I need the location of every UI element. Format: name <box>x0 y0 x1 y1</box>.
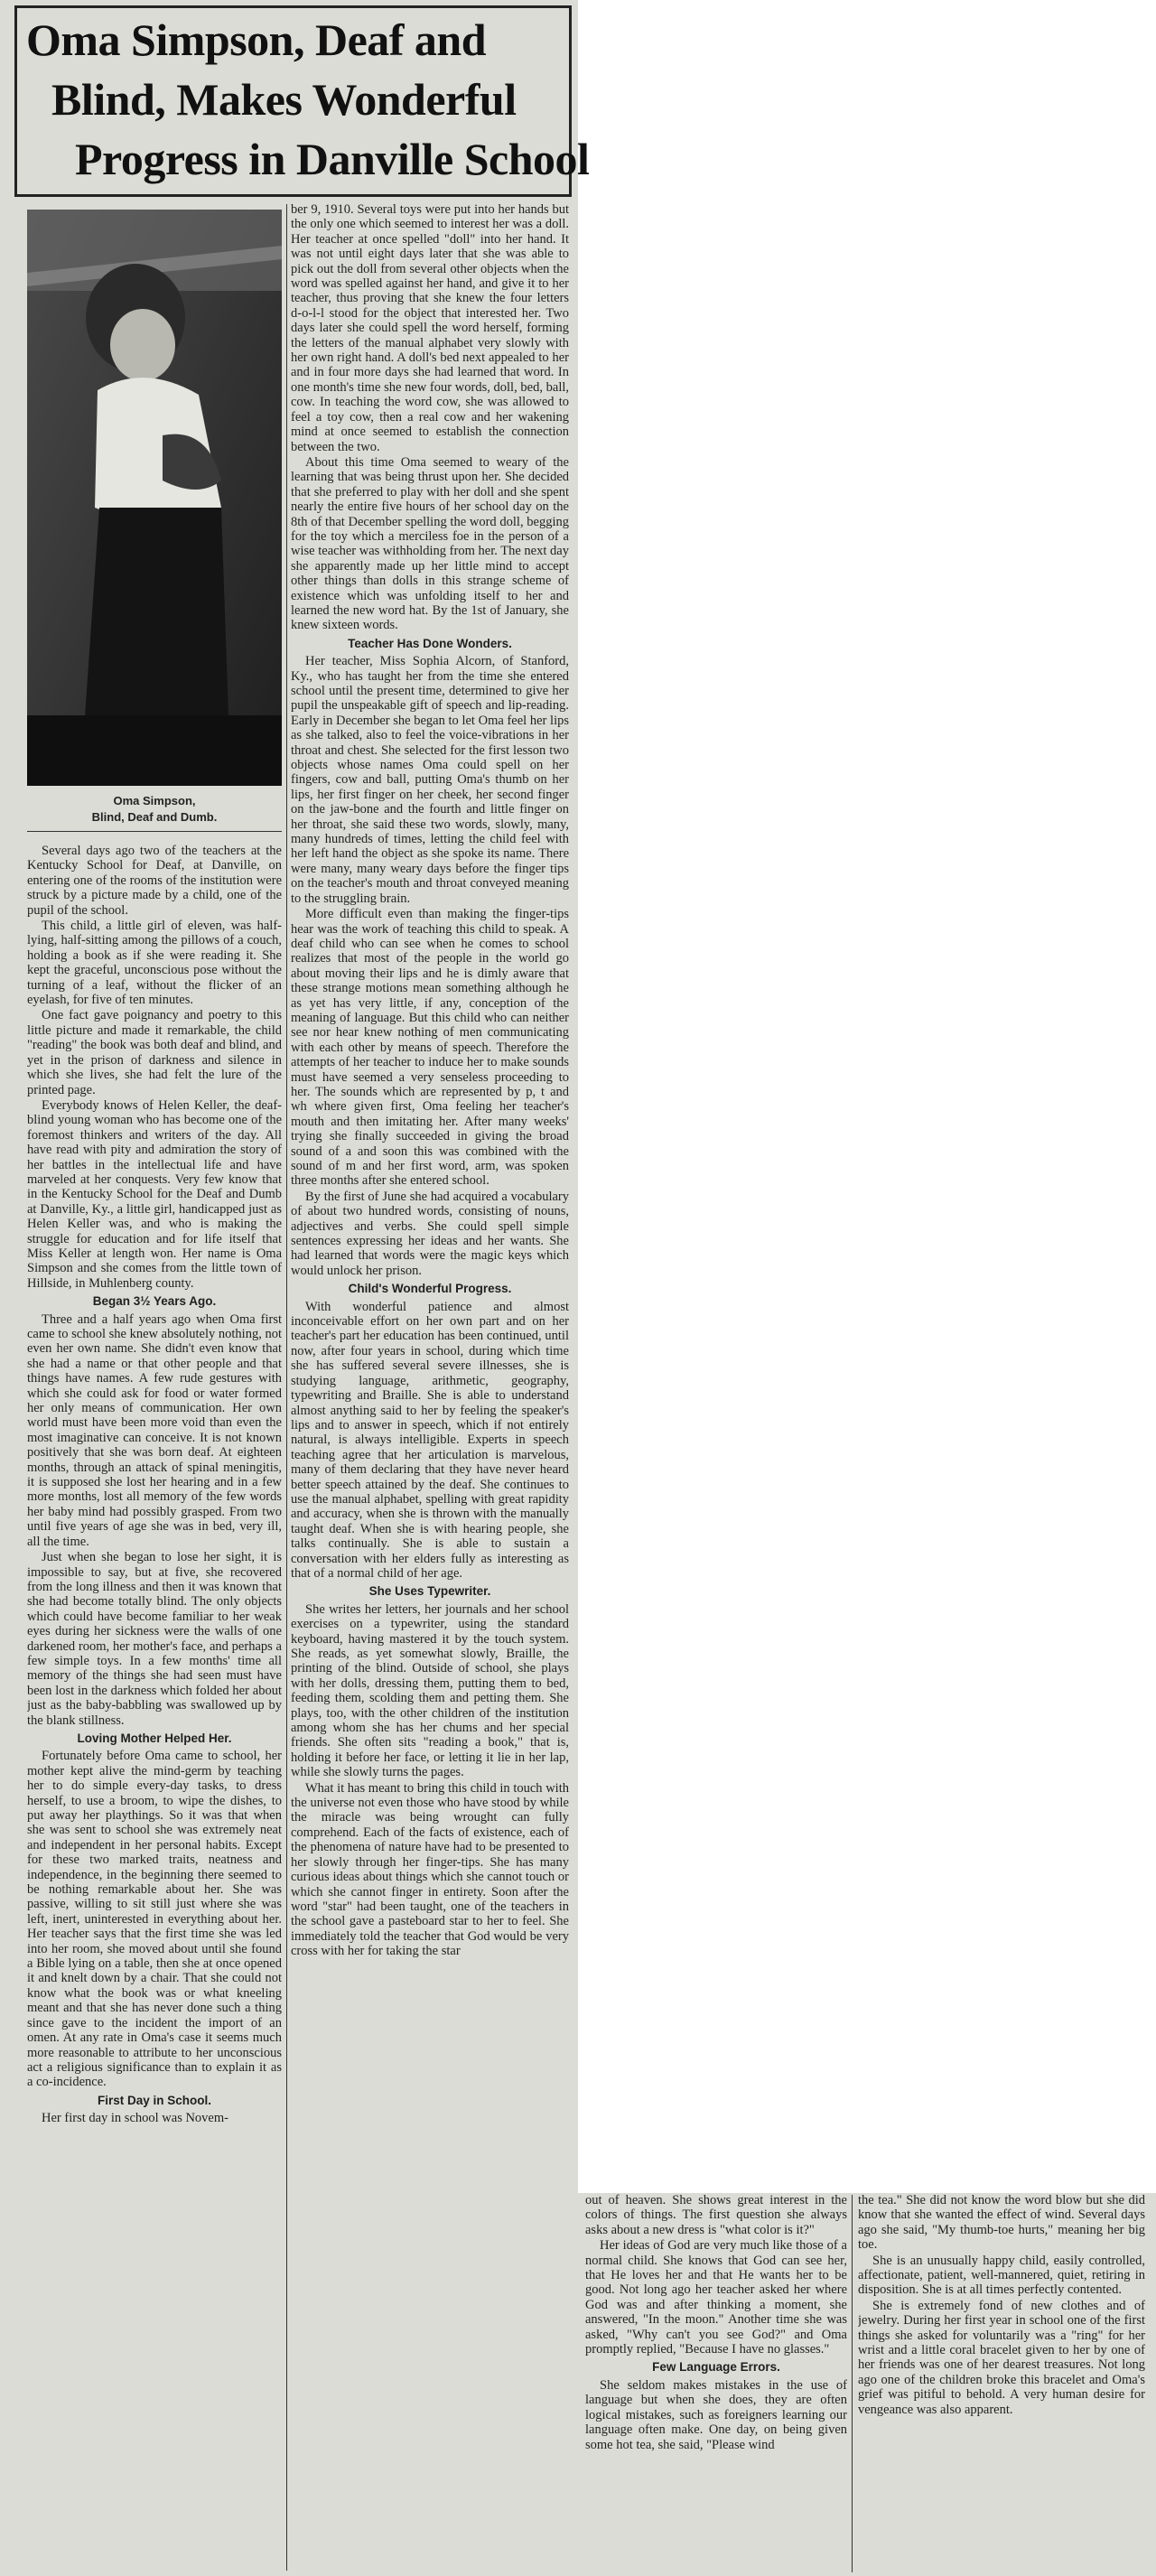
paragraph: About this time Oma seemed to weary of the learning that was being thrust upon her. She decided that she preferred to play with her doll and she spent nearly the entire five hours of her school day on the 8th of that December spelling the word doll, begging for the toy which a merciless foe in the person of a wise teacher was withholding from her. The next day she apparently made up her little mind to accept other things than dolls in this strange scheme of existence which was unfolding itself to her and learned the new word hat. By the 1st of January, she knew sixteen words. <box>291 454 569 633</box>
headline-line-2: Blind, Makes Wonderful <box>51 74 517 125</box>
article-column-4 <box>858 2193 1145 2572</box>
paragraph: the tea." She did not know the word blow but she did know that she wanted the effect of wind. Several days ago she said, "My thumb-toe hurts," meaning her big toe. <box>858 2193 1145 2253</box>
photo-caption-name: Oma Simpson, <box>113 794 196 807</box>
paragraph: This child, a little girl of eleven, was half-lying, half-sitting among the pillows of a couch, holding a book as if she were reading it. She kept the graceful, unconscious pose without the turning of a leaf, without the flicker of an eyelash, for five of ten minutes. <box>27 919 282 1008</box>
paragraph: Just when she began to lose her sight, it is impossible to say, but at five, she recovered from the long illness and then it was known that she had become totally blind. The only objects which could have become familiar to her weak eyes during her sickness were the walls of one darkened room, her mother's face, and perhaps a few simple toys. In a few months' time all memory of the things she had seen must have been lost in the darkness which folded her about just as the baby-babbling was swallowed up by the blank stillness. <box>27 1550 282 1728</box>
subheading: She Uses Typewriter. <box>368 1584 491 1599</box>
paragraph: out of heaven. She shows great interest in the colors of things. The first question she always asks about a new dress is "what color is it?" <box>585 2193 847 2237</box>
paragraph: Her teacher, Miss Sophia Alcorn, of Stanford, Ky., who has taught her from the time she entered school until the present time, determined to give her pupil the unspeakable gift of speech and lip-reading. Early in December she began to let Oma feel her lips as she talked, also to feel the voice-vibrations in her throat and chest. She selected for the first lesson two objects whose names Oma could spell on her fingers, cow and ball, putting Oma's thumb on her lips, her first finger on her cheek, her second finger on the jaw-bone and the fourth and little finger on her throat, she said these two words, slowly, many, many hundreds of times, letting the child feel with her left hand the object as she spoke its name. There were many, many weary days before the finger tips on the teacher's mouth and throat conveyed meaning to the struggling brain. <box>291 654 569 906</box>
column-divider <box>286 204 287 2571</box>
portrait-photo-image <box>27 210 282 786</box>
paragraph: Three and a half years ago when Oma first came to school she knew absolutely nothing, not even her own name. She didn't even know that she had a name or that other people and that things have names. A few rude gestures with which she could ask for food or water formed her only means of communication. Her own world must have been more void than even the most imaginative can conceive. It is not known positively that she was born deaf. At eighteen months, through an attack of spinal meningitis, it is supposed she lost her hearing and in a few more months, lost all memory of the few words her baby mind had possibly grasped. From two until five years of age she was in bed, very ill, all the time. <box>27 1311 282 1549</box>
subheading: Child's Wonderful Progress. <box>348 1282 512 1296</box>
headline <box>14 5 590 197</box>
headline-line-3: Progress in Danville School <box>75 134 590 184</box>
headline-line-1: Oma Simpson, Deaf and <box>26 14 487 65</box>
paragraph: Everybody knows of Helen Keller, the deaf-blind young woman who has become one of the foremost thinkers and writers of the day. All have read with pity and admiration the story of her battles in the intellectual life and have marveled at her conquests. Very few know that in the Kentucky School for the Deaf and Dumb at Danville, Ky., a little girl, handicapped just as Helen Keller was, and who is making the struggle for education and for life itself that Miss Keller at length won. Her name is Oma Simpson and she comes from the little town of Hillside, in Muhlenberg county. <box>27 1097 282 1291</box>
paragraph: She writes her letters, her journals and her school exercises on a typewriter, using the standard keyboard, having mastered it by the touch system. She reads, as yet somewhat slowly, Braille, the printing of the blind. Outside of school, she plays with her dolls, dressing them, putting them to bed, feeding them, scolding them and petting them. She plays, too, with the other children of the institution among whom she has her chums and her special friends. She often sits "reading a book," that is, holding it before her face, or letting it lie in her lap, while she slowly turns the pages. <box>291 1601 569 1780</box>
subheading: Teacher Has Done Wonders. <box>348 636 512 650</box>
paragraph: She is an unusually happy child, easily controlled, affectionate, patient, well-mannered, quiet, retiring in disposition. She is at all times perfectly contented. <box>858 2253 1145 2298</box>
paragraph: Her ideas of God are very much like those of a normal child. She knows that God can see her, that He loves her and that He wants her to be good. Not long ago her teacher asked her where God was and after thinking a moment, she answered, "In the moon." Another time she was asked, "Why can't you see God?" and Oma promptly replied, "Because I have no glasses." <box>585 2238 847 2357</box>
paragraph: By the first of June she had acquired a vocabulary of about two hundred words, consisting of nouns, adjectives and verbs. She could spell simple sentences expressing her ideas and her wants. She had learned that words were the magic keys which would unlock her prison. <box>291 1189 569 1278</box>
article-column-2 <box>291 202 569 2571</box>
paragraph: Several days ago two of the teachers at the Kentucky School for Deaf, at Danville, on entering one of the rooms of the institution were struck by a picture made by a child, one of the pupil of the school. <box>27 844 282 918</box>
paragraph: ber 9, 1910. Several toys were put into her hands but the only one which seemed to interest her was a doll. Her teacher at once spelled "doll" into her hand. It was not until eight days later that she was able to pick out the doll from several other objects when the word was spelled against her hand, and give it to her teacher, thus proving that she knew the four letters d-o-l-l stood for the object that interested her. Two days later she could spell the word herself, forming the letters of the manual alphabet very slowly with her own right hand. A doll's bed next appealed to her and in four more days she had learned that word. In one month's time she new four words, doll, bed, ball, cow. In teaching the word cow, she was allowed to feel a toy cow, then a real cow and her wakening mind at once seemed to establish the connection between the two. <box>291 202 569 454</box>
photo-caption-description: Blind, Deaf and Dumb. <box>91 810 218 824</box>
photo-caption <box>27 793 282 826</box>
portrait-photo <box>27 210 282 786</box>
subheading: First Day in School. <box>97 2093 212 2107</box>
paragraph: She is extremely fond of new clothes and of jewelry. During her first year in school one of the first things she asked for voluntarily was a "ring" for her wrist and a little coral bracelet given to her by one of her friends was one of her dearest treasures. Not long ago one of the children broke this bracelet and Oma's grief was pitiful to behold. A very human desire for vengeance was also apparent. <box>858 2298 1145 2417</box>
paragraph: She seldom makes mistakes in the use of language but when she does, they are often logical mistakes, such as foreigners learning our language often make. One day, on being given some hot tea, she said, "Please wind <box>585 2377 847 2452</box>
caption-divider <box>27 831 282 832</box>
subheading: Began 3½ Years Ago. <box>92 1294 217 1309</box>
paragraph: One fact gave poignancy and poetry to this little picture and made it remarkable, the child "reading" the book was both deaf and blind, and yet in the prison of darkness and silence in which she lives, she had felt the lure of the printed page. <box>27 1008 282 1097</box>
paragraph: What it has meant to bring this child in touch with the universe not even those who have stood by while the miracle was being wrought can fully comprehend. Each of the facts of existence, each of the phenomena of nature have had to be presented to her slowly through her finger-tips. She has many curious ideas about things which she cannot touch or which she cannot finger in entirety. Soon after the word "star" had been taught, one of the teachers in the school gave a pasteboard star to her to feel. She immediately told the teacher that God would be very cross with her for taking the star <box>291 1780 569 1959</box>
subheading: Loving Mother Helped Her. <box>77 1731 232 1745</box>
paragraph: With wonderful patience and almost inconceivable effort on her own part and on her teacher's part her education has been continued, until now, after four years in school, during which time she has suffered several severe illnesses, she is studying language, arithmetic, geography, typewriting and Braille. She is able to understand almost anything said to her by feeling the speaker's lips and to answer in speech, which if not entirely natural, is always intelligible. Experts in speech teaching agree that her articulation is marvelous, many of them declaring that they have never heard better speech attained by the deaf. She continues to use the manual alphabet, spelling with great rapidity and accuracy, when she is thrown with the manually taught deaf. When she is with hearing people, she talks continually. She is able to sustain a conversation with her elders fully as interesting as that of a normal child of her age. <box>291 1299 569 1581</box>
subheading: Few Language Errors. <box>652 2360 780 2375</box>
paragraph: Her first day in school was Novem- <box>42 2111 228 2126</box>
article-column-1 <box>27 844 282 2569</box>
paragraph: More difficult even than making the finger-tips hear was the work of teaching this child to speak. A deaf child who can see when he comes to school realizes that most of the people in the world go about moving their lips and he is dimly aware that these strange motions mean something although he as yet has very little, if any, conception of the meaning of language. But this child who can neither see nor hear knew nothing of men communicating with each other by means of speech. Therefore the attempts of her teacher to induce her to make sounds must have seemed a very senseless proceeding to her. The sounds which are represented by p, t and wh where given first, Oma feeling her teacher's mouth and then imitating her. After many weeks' trying she finally succeeded in giving the broad sound of a and soon this was combined with the sound of m and her first word, arm, was spoken three months after she entered school. <box>291 907 569 1189</box>
article-column-3 <box>585 2193 847 2572</box>
column-divider <box>852 2195 853 2572</box>
paragraph: Fortunately before Oma came to school, her mother kept alive the mind-germ by teaching her to do simple every-day tasks, to dress herself, to use a broom, to wipe the dishes, to put away her playthings. So it was that when she was sent to school she was extremely neat and independent in her personal habits. Except for these two marked traits, neatness and independence, in the beginning there seemed to be nothing remarkable about her. She was passive, willing to sit still just where she was left, inert, uninterested in everything about her. Her teacher says that the first time she was led into her room, she moved about until she found a Bible lying on a table, then she at once opened it and knelt down by a chair. That she could not know what the book was or what kneeling meant and that she has never done such a thing since gave to the incident the import of an omen. At any rate in Oma's case it seems much more reasonable to attribute to her unconscious act a religious significance than to explain it as a co-incidence. <box>27 1749 282 2090</box>
